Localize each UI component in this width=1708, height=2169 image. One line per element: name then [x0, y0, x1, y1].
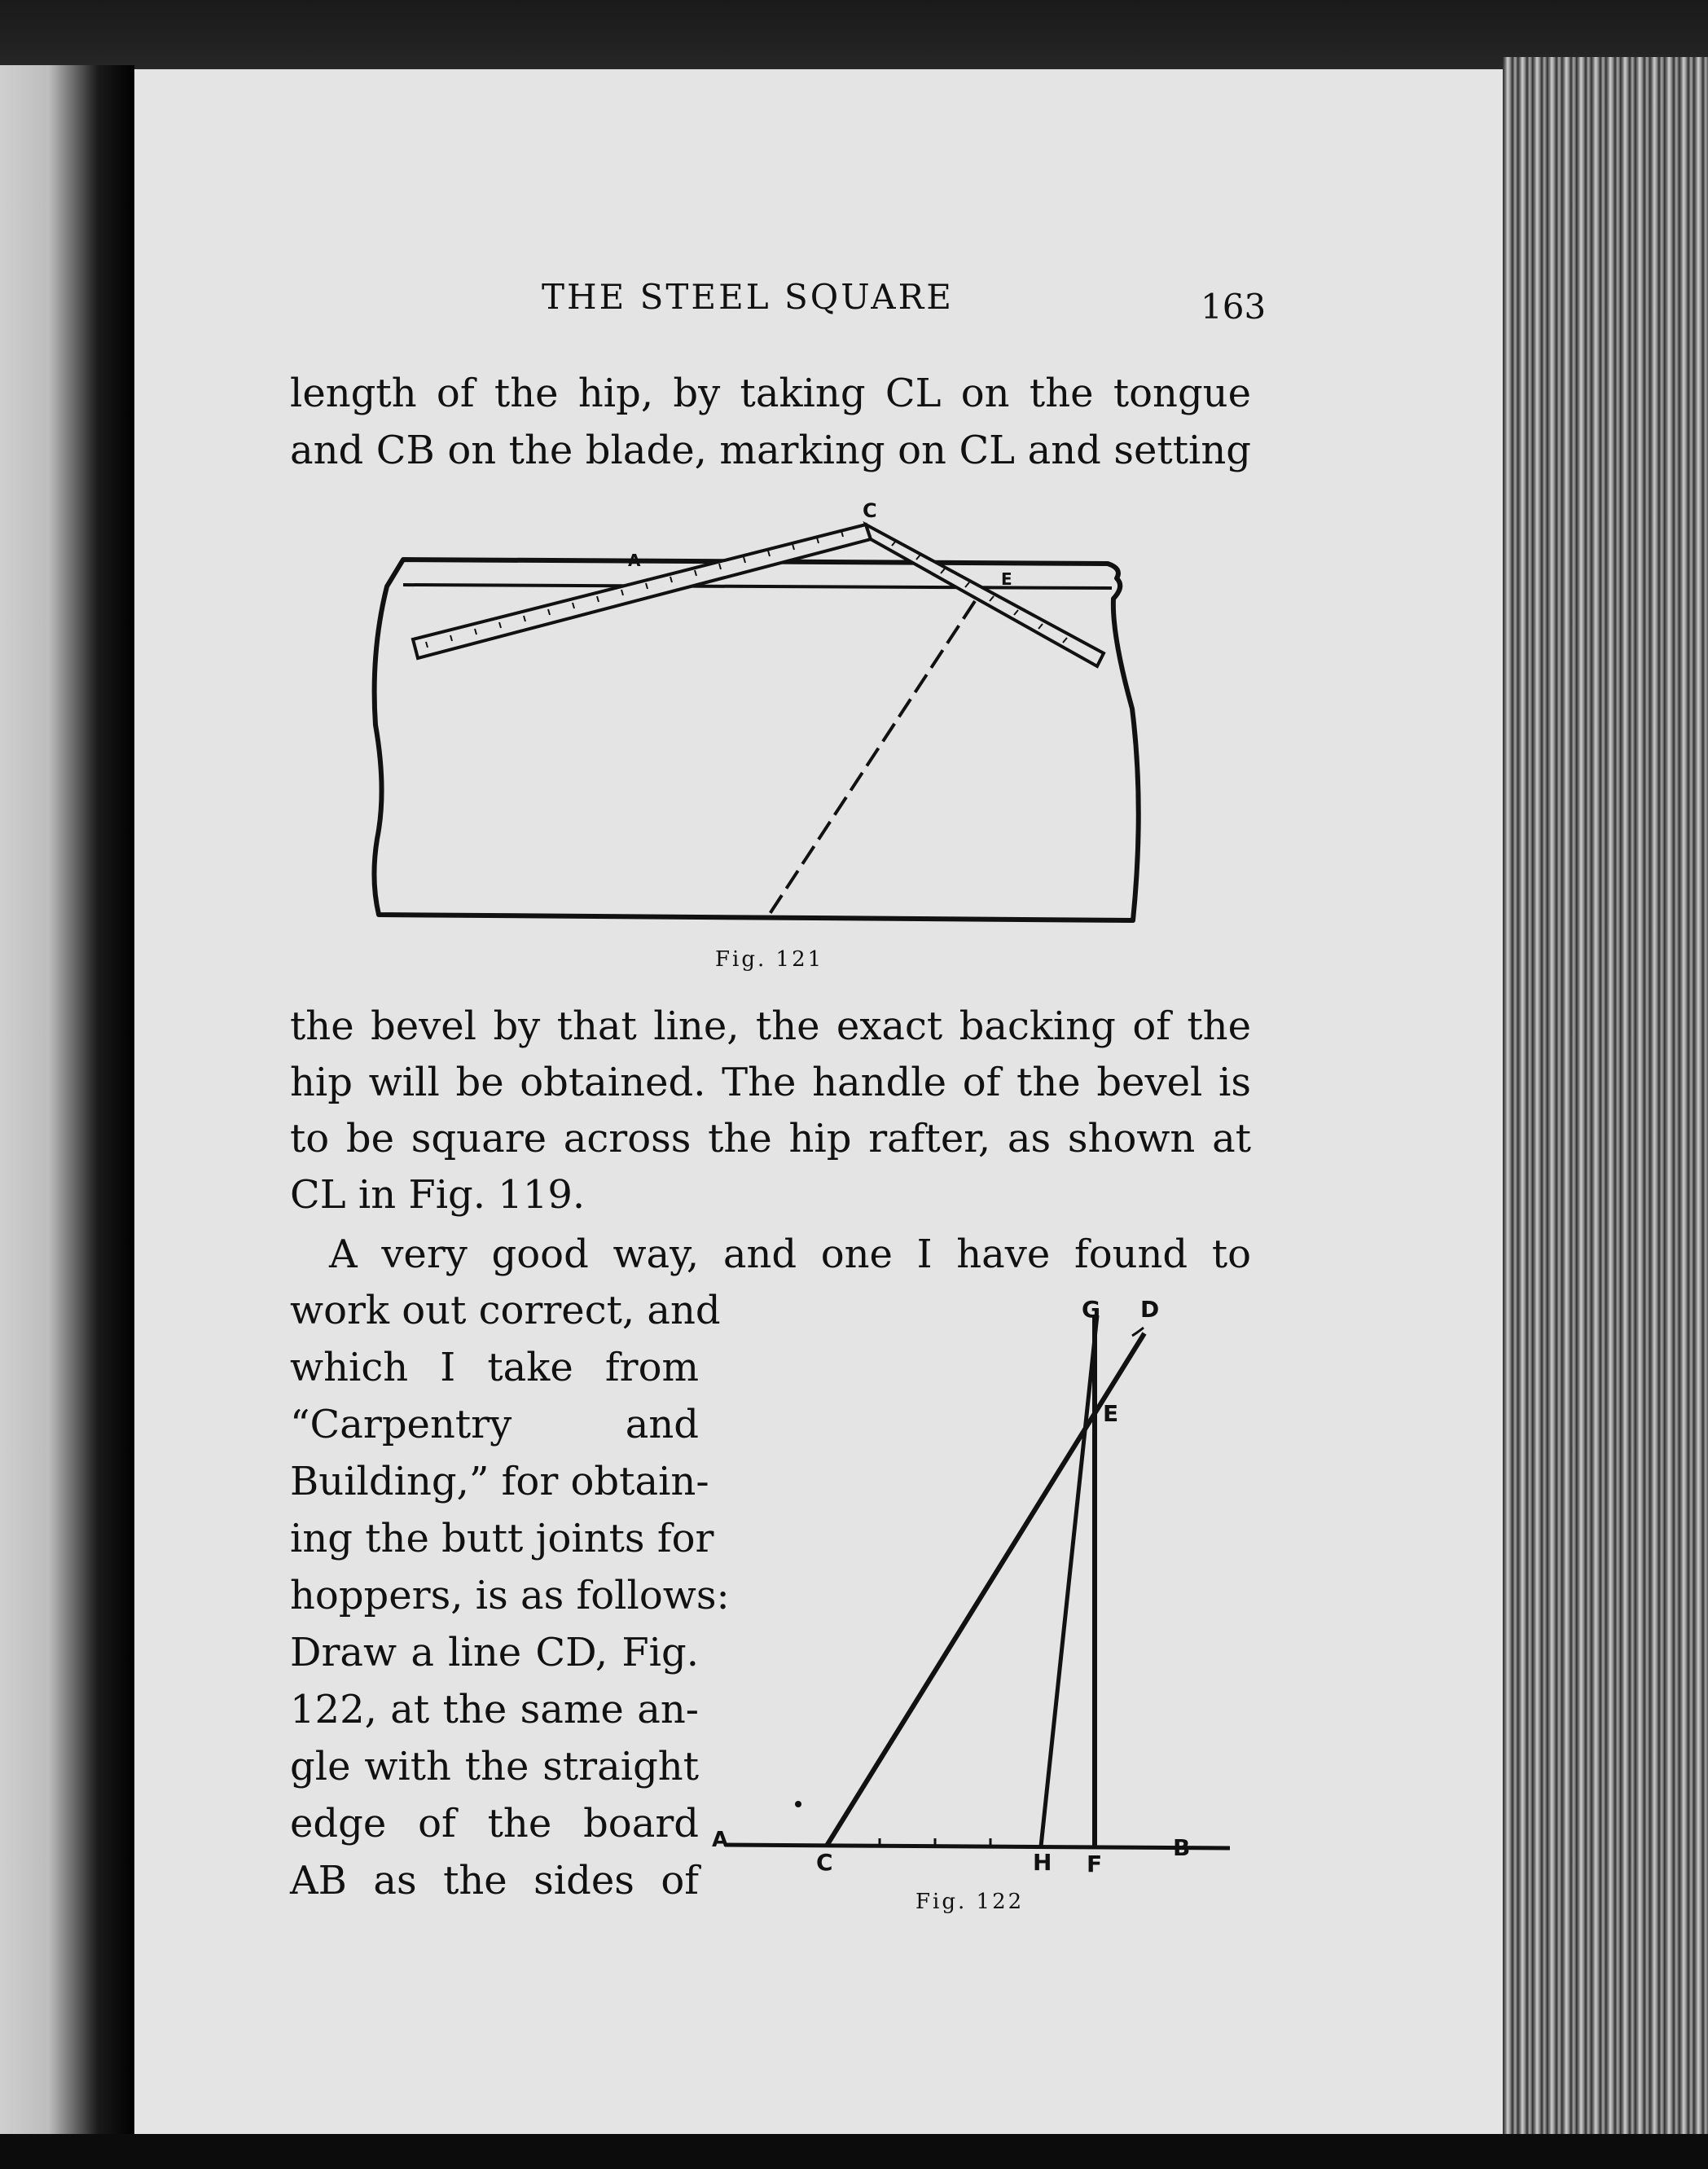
label-e: E — [1001, 569, 1012, 589]
body-line: length of the hip, by taking CL on the tongue — [290, 371, 1251, 416]
figure-122-diagram — [700, 1291, 1238, 1886]
label-b: B — [1173, 1834, 1191, 1861]
scan-bottom-band — [0, 2134, 1708, 2169]
body-line: 122, at the same an- — [290, 1687, 699, 1732]
body-line: and CB on the blade, marking on CL and setting — [290, 428, 1251, 473]
square-blade — [413, 525, 871, 658]
figure-121-caption: Fig. 121 — [715, 947, 824, 972]
stray-dot — [795, 1801, 801, 1807]
body-line: Draw a line CD, Fig. — [290, 1630, 699, 1675]
body-line: ing the butt joints for — [290, 1516, 714, 1561]
label-f: F — [1087, 1851, 1103, 1877]
dashed-bevel-line — [768, 601, 975, 916]
body-line: “Carpentry and — [290, 1402, 699, 1447]
label-a: A — [712, 1828, 729, 1852]
label-h: H — [1033, 1849, 1052, 1876]
label-a: A — [628, 551, 641, 570]
label-d: D — [1140, 1296, 1160, 1323]
running-title: THE STEEL SQUARE — [542, 277, 954, 317]
paragraph-start-line: A very good way, and one I have found to — [329, 1232, 1251, 1277]
body-line: the bevel by that line, the exact backing of the — [290, 1003, 1251, 1049]
square-tongue — [866, 525, 1104, 666]
body-line: work out correct, and — [290, 1288, 721, 1333]
page-number: 163 — [1201, 287, 1267, 327]
label-g: G — [1082, 1296, 1100, 1323]
label-e: E — [1103, 1400, 1119, 1427]
book-binding-edge — [0, 65, 134, 2169]
line-eh — [1041, 1315, 1097, 1846]
body-line: Building,” for obtain- — [290, 1459, 709, 1504]
body-line: edge of the board — [290, 1801, 699, 1846]
body-line: to be square across the hip rafter, as shown at — [290, 1116, 1251, 1161]
label-c: C — [816, 1849, 833, 1876]
figure-121-diagram — [371, 497, 1153, 937]
body-line: hip will be obtained. The handle of the bevel is — [290, 1060, 1251, 1105]
body-line: CL in Fig. 119. — [290, 1172, 586, 1218]
body-line: hoppers, is as follows: — [290, 1573, 730, 1618]
label-c: C — [863, 499, 877, 522]
body-line: which I take from — [290, 1345, 699, 1390]
body-line: gle with the straight — [290, 1744, 699, 1789]
body-line: AB as the sides of — [290, 1858, 699, 1903]
page-stack-edges — [1503, 57, 1708, 2169]
figure-122-caption: Fig. 122 — [915, 1890, 1025, 1914]
line-ab — [725, 1845, 1230, 1848]
